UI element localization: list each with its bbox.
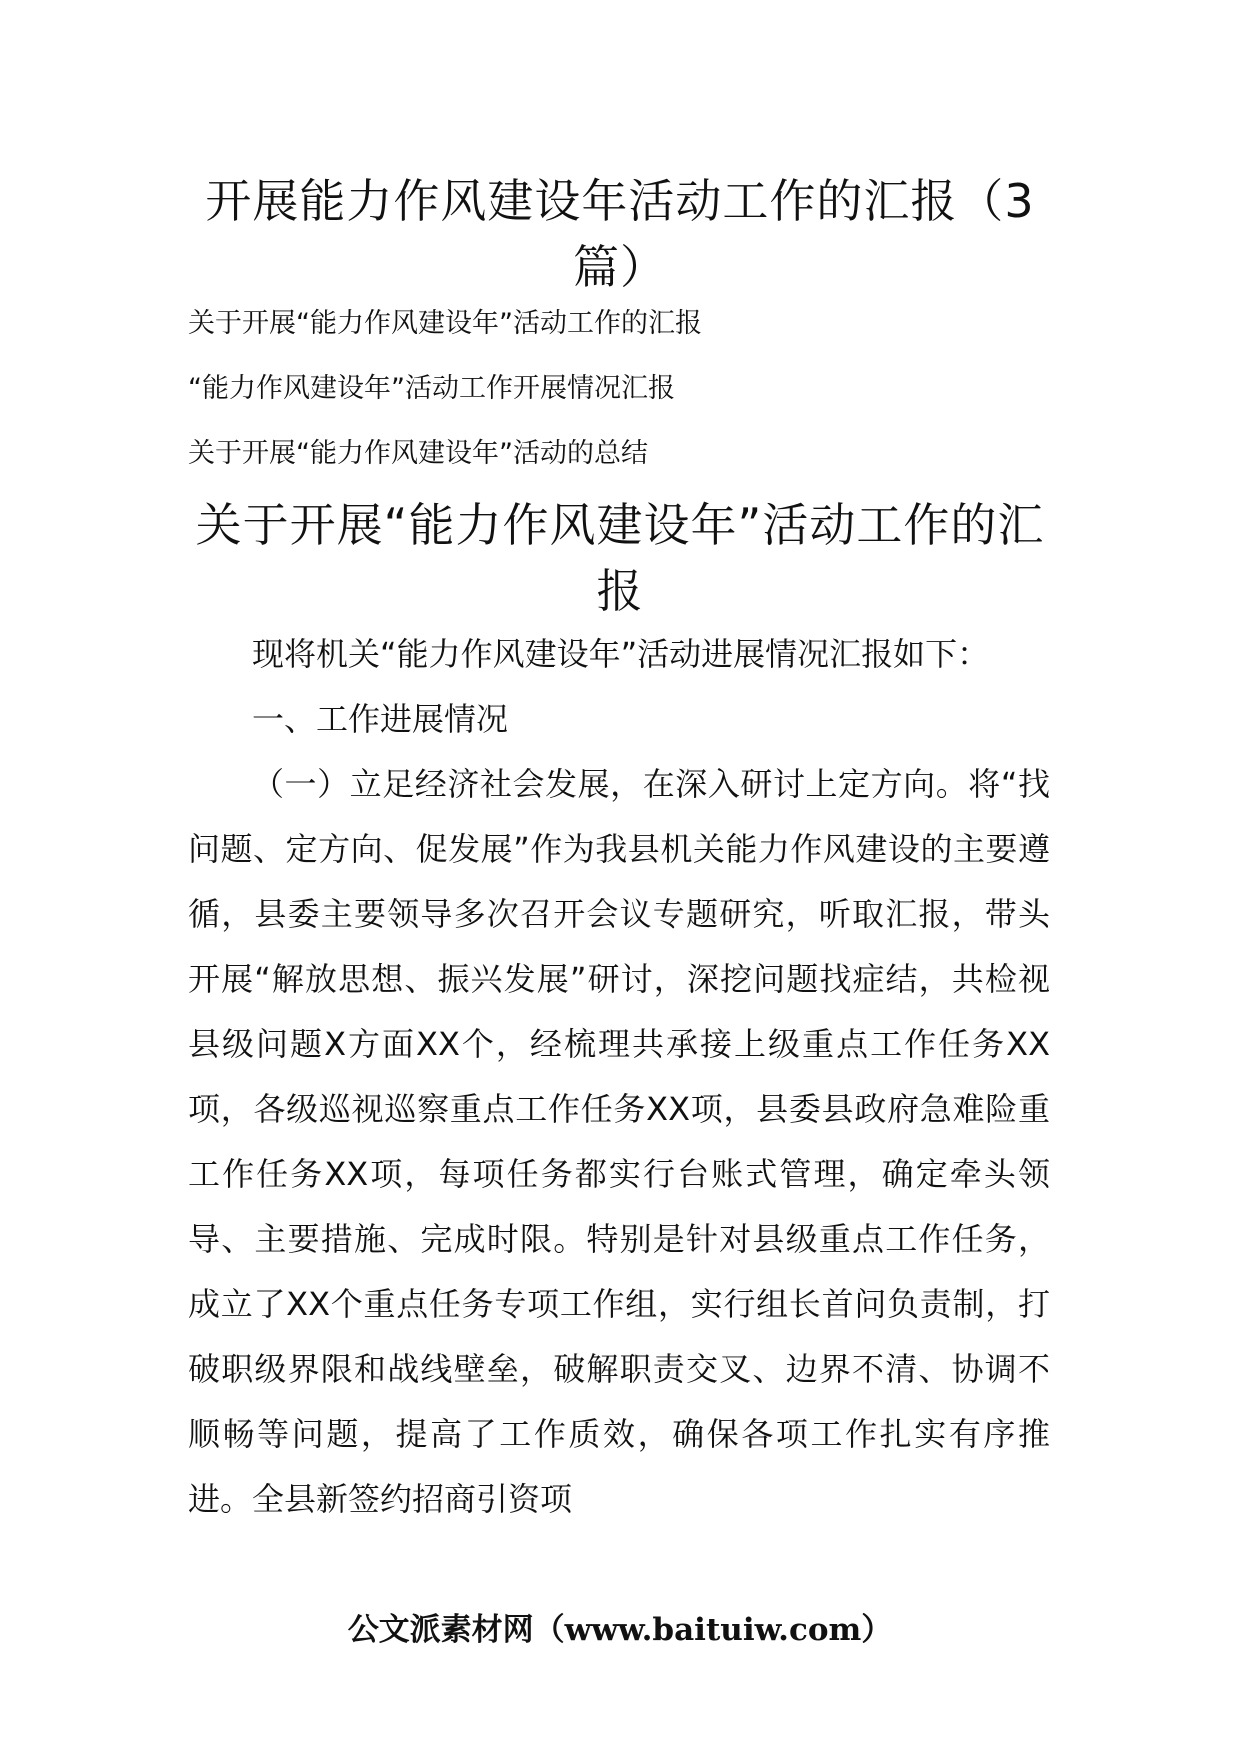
toc-item: 关于开展“能力作风建设年”活动工作的汇报 — [188, 308, 702, 339]
intro-paragraph: 现将机关“能力作风建设年”活动进展情况汇报如下： — [252, 635, 990, 673]
body-paragraph: （一）立足经济社会发展，在深入研讨上定方向。将“找问题、定方向、促发展”作为我县机关能力作风建设的主要遵循，县委主要领导多次召开会议专题研究，听取汇报，带头开展“解放思想、振兴发展”研讨，深挖问题找症结，共检视县级问题X方面XX个，经梳理共承接上级重点工作任务XX项，各级巡视巡察重点工作任务XX项，县委县政府急难险重工作任务XX项，每项任务都实行台账式管理，确定牵头领导、主要措施、完成时限。特别是针对县级重点工作任务，成立了XX个重点任务专项工作组，实行组长首问负责制，打破职级界限和战线壁垒，破解职责交叉、边界不清、协调不顺畅等问题，提高了工作质效，确保各项工作扎实有序推进。全县新签约招商引资项 — [188, 765, 1050, 1518]
table-of-contents — [188, 304, 1068, 499]
document-title: 开展能力作风建设年活动工作的汇报（3篇） — [205, 174, 1035, 294]
section-title: 关于开展“能力作风建设年”活动工作的汇报 — [195, 498, 1045, 618]
toc-item: “能力作风建设年”活动工作开展情况汇报 — [188, 373, 675, 404]
section-heading: 一、工作进展情况 — [252, 700, 509, 738]
toc-item: 关于开展“能力作风建设年”活动的总结 — [188, 438, 648, 469]
footer-watermark: 公文派素材网（www.baituiw.com） — [347, 1612, 893, 1648]
document-body — [188, 622, 1050, 1532]
